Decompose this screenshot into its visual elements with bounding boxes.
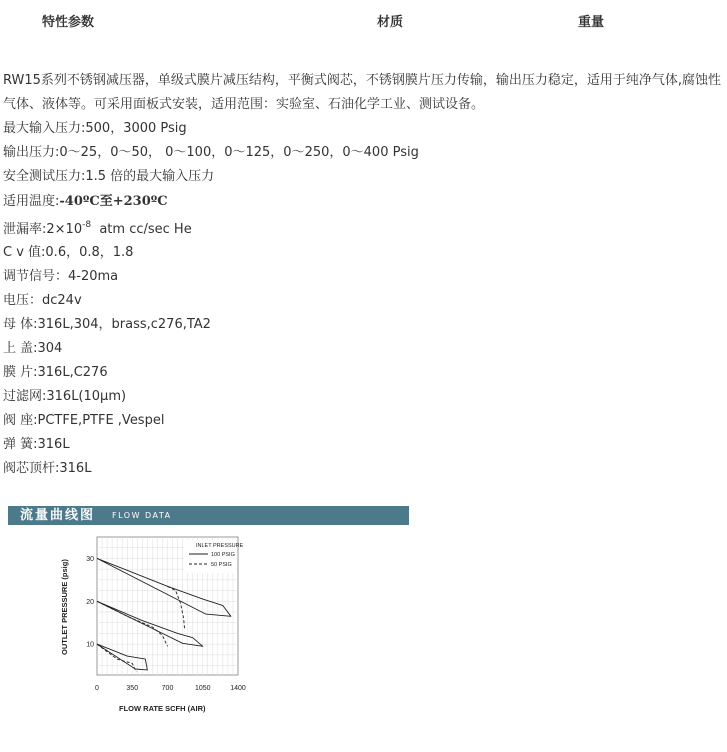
- chart-x-axis-label: FLOW RATE SCFH (AIR): [119, 704, 206, 713]
- spec-max-input-pressure: 最大输入压力:500，3000 Psig: [3, 121, 187, 136]
- spec-leak-rate-unit: atm cc/sec He: [91, 222, 192, 237]
- spec-list: [3, 117, 725, 481]
- product-description: RW15系列不锈钢减压器，单级式膜片减压结构，平衡式阀芯，不锈钢膜片压力传输，输出压力稳定，适用于纯净气体,腐蚀性气体、液体等。可采用面板式安装，适用范围：实验室、石油化学工业、测试设备。: [3, 73, 722, 112]
- flow-data-banner: [8, 506, 409, 525]
- chart-legend-title: INLET PRESSURE: [196, 543, 244, 549]
- spec-bonnet-material: 上 盖:304: [3, 341, 63, 356]
- tab-weight[interactable]: 重量: [578, 15, 605, 30]
- spec-output-pressure: 输出压力:0～25，0～50， 0～100，0～125，0～250，0～400 Psig: [3, 145, 419, 160]
- chart-x-tick-label: 1400: [230, 685, 246, 692]
- chart-x-tick-label: 0: [95, 685, 99, 692]
- spec-diaphragm-material: 膜 片:316L,C276: [3, 365, 108, 380]
- spec-control-signal: 调节信号：4-20ma: [3, 269, 119, 284]
- spec-temperature: [3, 189, 725, 215]
- tab-parameters[interactable]: 特性参数: [42, 15, 95, 30]
- flow-data-banner-title: 流量曲线图: [20, 508, 96, 523]
- chart-y-axis-label: OUTLET PRESSURE (psig): [60, 559, 69, 655]
- spec-stem-material: 阀芯顶杆:316L: [3, 461, 92, 476]
- spec-seat-material: 阀 座:PCTFE,PTFE ,Vespel: [3, 413, 165, 428]
- chart-x-tick-label: 1050: [194, 685, 211, 692]
- spec-body-material: 母 体:316L,304，brass,c276,TA2: [3, 317, 211, 332]
- flow-chart: [0, 525, 300, 725]
- chart-line-50-psig-10: [97, 644, 136, 672]
- spec-spring-material: 弹 簧:316L: [3, 437, 70, 452]
- spec-temperature-value: -40ºC至+230ºC: [59, 194, 168, 209]
- spec-safety-test-pressure: 安全测试压力:1.5 倍的最大输入压力: [3, 169, 215, 184]
- chart-x-tick-label: 350: [126, 685, 139, 692]
- spec-cv-value: C v 值:0.6，0.8，1.8: [3, 245, 134, 260]
- chart-y-tick-label: 20: [86, 598, 94, 606]
- chart-line-100-psig-20: [97, 601, 203, 646]
- spec-filter-material: 过滤网:316L(10μm): [3, 389, 127, 404]
- flow-data-banner-subtitle: FLOW DATA: [112, 511, 172, 520]
- spec-tab-bar: [0, 11, 727, 31]
- tab-material[interactable]: 材质: [377, 15, 404, 30]
- spec-temperature-label: 适用温度:: [3, 194, 60, 209]
- spec-voltage: 电压：dc24v: [3, 293, 82, 308]
- chart-x-tick-label: 700: [161, 685, 174, 692]
- spec-leak-rate: [3, 215, 725, 241]
- chart-legend-label-50: 50 PSIG: [211, 562, 232, 568]
- chart-y-tick-label: 10: [86, 641, 94, 649]
- spec-leak-rate-prefix: 泄漏率:2×10: [3, 222, 83, 237]
- chart-legend-label-100: 100 PSIG: [211, 552, 235, 558]
- chart-y-tick-label: 30: [86, 555, 94, 563]
- chart-ticks: [86, 556, 246, 692]
- spec-leak-rate-exponent: -8: [82, 220, 92, 230]
